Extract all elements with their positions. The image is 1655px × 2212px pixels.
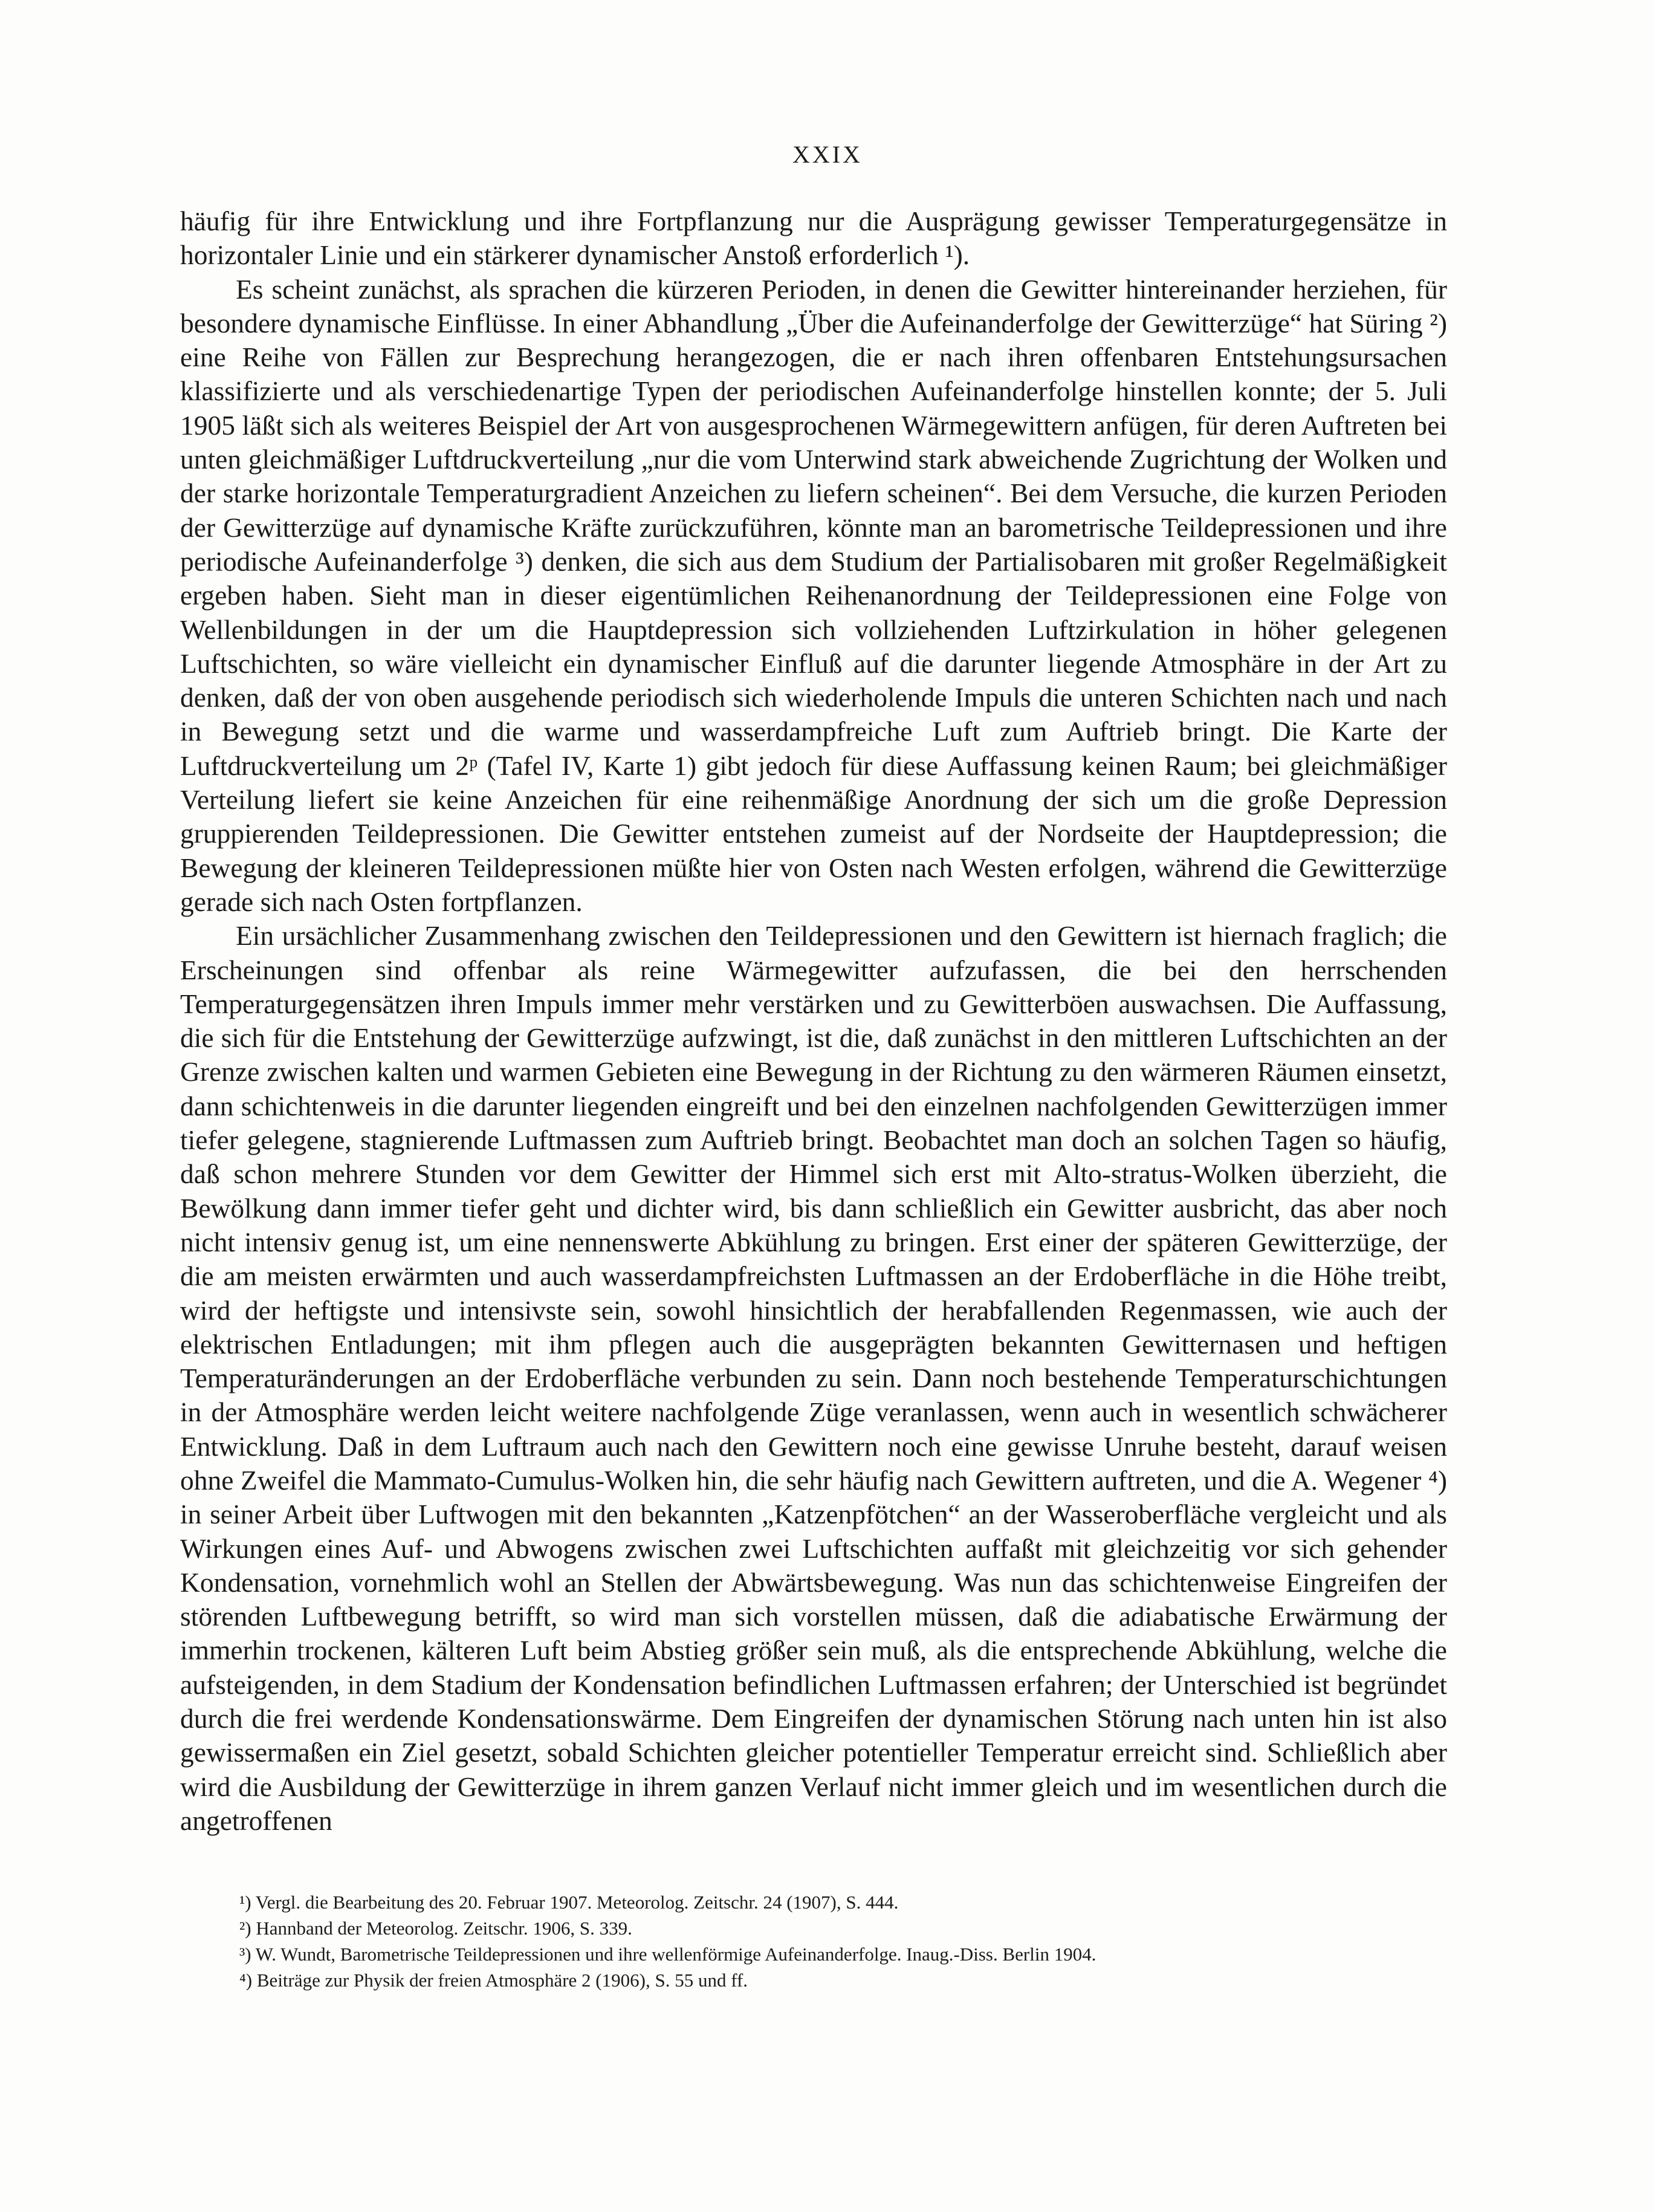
footnote-2: ²) Hannband der Meteorolog. Zeitschr. 1906, S. 339. (239, 1918, 632, 1939)
footnote-1: ¹) Vergl. die Bearbeitung des 20. Februar 1907. Meteorolog. Zeitschr. 24 (1907), S. 444. (239, 1892, 899, 1913)
paragraph-1: häufig für ihre Entwicklung und ihre Fortpflanzung nur die Ausprägung gewisser Temperaturgegensätze in horizontaler Linie und ein stärkerer dynamischer Anstoß erforderlich ¹). (180, 206, 1447, 271)
footnotes (239, 1889, 1418, 1993)
paragraph-3: Ein ursächlicher Zusammenhang zwischen den Teildepressionen und den Gewittern ist hiernach fraglich; die Erscheinungen sind offenbar als reine Wärmegewitter aufzufassen, die bei den herrschenden Temperaturgegensätzen ihren Impuls immer mehr verstärken und zu Gewitterböen auswachsen. Die Auffassung, die sich für die Entstehung der Gewitterzüge aufzwingt, ist die, daß zunächst in den mittleren Luftschichten an der Grenze zwischen kalten und warmen Gebieten eine Bewegung in der Richtung zu den wärmeren Räumen einsetzt, dann schichtenweis in die darunter liegenden eingreift und bei den einzelnen nachfolgenden Gewitterzügen immer tiefer gelegene, stagnierende Luftmassen zum Auftrieb bringt. Beobachtet man doch an solchen Tagen so häufig, daß schon mehrere Stunden vor dem Gewitter der Himmel sich erst mit Alto-stratus-Wolken überzieht, die Bewölkung dann immer tiefer geht und dichter wird, bis dann schließlich ein Gewitter ausbricht, das aber noch nicht intensiv genug ist, um eine nennenswerte Abkühlung zu bringen. Erst einer der späteren Gewitterzüge, der die am meisten erwärmten und auch wasserdampfreichsten Luftmassen an der Erdoberfläche in die Höhe treibt, wird der heftigste und intensivste sein, sowohl hinsichtlich der herabfallenden Regenmassen, wie auch der elektrischen Entladungen; mit ihm pflegen auch die ausgeprägten bekannten Gewitternasen und heftigen Temperaturänderungen an der Erdoberfläche verbunden zu sein. Dann noch bestehende Temperaturschichtungen in der Atmosphäre werden leicht weitere nachfolgende Züge veranlassen, wenn auch in wesentlich schwächerer Entwicklung. Daß in dem Luftraum auch nach den Gewittern noch eine gewisse Unruhe besteht, darauf weisen ohne Zweifel die Mammato-Cumulus-Wolken hin, die sehr häufig nach Gewittern auftreten, und die A. Wegener ⁴) in seiner Arbeit über Luftwogen mit den bekannten „Katzenpfötchen“ an der Wasseroberfläche vergleicht und als Wirkungen eines Auf- und Abwogens zwischen zwei Luftschichten auffaßt mit gleichzeitig vor sich gehender Kondensation, vornehmlich wohl an Stellen der Abwärtsbewegung. Was nun das schichtenweise Eingreifen der störenden Luftbewegung betrifft, so wird man sich vorstellen müssen, daß die adiabatische Erwärmung der immerhin trockenen, kälteren Luft beim Abstieg größer sein muß, als die entsprechende Abkühlung, welche die aufsteigenden, in dem Stadium der Kondensation befindlichen Luftmassen erfahren; der Unterschied ist begründet durch die frei werdende Kondensationswärme. Dem Eingreifen der dynamischen Störung nach unten hin ist also gewissermaßen ein Ziel gesetzt, sobald Schichten gleicher potentieller Temperatur erreicht sind. Schließlich aber wird die Ausbildung der Gewitterzüge in ihrem ganzen Verlauf nicht immer gleich und im wesentlichen durch die angetroffenen (180, 920, 1447, 1836)
paragraph-2: Es scheint zunächst, als sprachen die kürzeren Perioden, in denen die Gewitter hintereinander herziehen, für besondere dynamische Einflüsse. In einer Abhandlung „Über die Aufeinanderfolge der Gewitterzüge“ hat Süring ²) eine Reihe von Fällen zur Besprechung herangezogen, die er nach ihren offenbaren Entstehungsursachen klassifizierte und als verschiedenartige Typen der periodischen Aufeinanderfolge hinstellen konnte; der 5. Juli 1905 läßt sich als weiteres Beispiel der Art von ausgesprochenen Wärmegewittern anfügen, für deren Auftreten bei unten gleichmäßiger Luftdruckverteilung „nur die vom Unterwind stark abweichende Zugrichtung der Wolken und der starke horizontale Temperaturgradient Anzeichen zu liefern scheinen“. Bei dem Versuche, die kurzen Perioden der Gewitterzüge auf dynamische Kräfte zurückzuführen, könnte man an barometrische Teildepressionen und ihre periodische Aufeinanderfolge ³) denken, die sich aus dem Studium der Partialisobaren mit großer Regelmäßigkeit ergeben haben. Sieht man in dieser eigentümlichen Reihenanordnung der Teildepressionen eine Folge von Wellenbildungen in der um die Hauptdepression sich vollziehenden Luftzirkulation in höher gelegenen Luftschichten, so wäre vielleicht ein dynamischer Einfluß auf die darunter liegende Atmosphäre in der Art zu denken, daß der von oben ausgehende periodisch sich wiederholende Impuls die unteren Schichten nach und nach in Bewegung setzt und die warme und wasserdampfreiche Luft zum Auftrieb bringt. Die Karte der Luftdruckverteilung um 2ᵖ (Tafel IV, Karte 1) gibt jedoch für diese Auffassung keinen Raum; bei gleichmäßiger Verteilung liefert sie keine Anzeichen für eine reihenmäßige Anordnung der sich um die große Depression gruppierenden Teildepressionen. Die Gewitter entstehen zumeist auf der Nordseite der Hauptdepression; die Bewegung der kleineren Teildepressionen müßte hier von Osten nach Westen erfolgen, während die Gewitterzüge gerade sich nach Osten fortpflanzen. (180, 273, 1447, 917)
body-text (180, 204, 1447, 1838)
footnote-3: ³) W. Wundt, Barometrische Teildepressionen und ihre wellenförmige Aufeinanderfolge. Inaug.-Diss. Berlin 1904. (239, 1944, 1096, 1965)
footnote-4: ⁴) Beiträge zur Physik der freien Atmosphäre 2 (1906), S. 55 und ff. (239, 1970, 748, 1991)
page-number: XXIX (792, 141, 863, 168)
